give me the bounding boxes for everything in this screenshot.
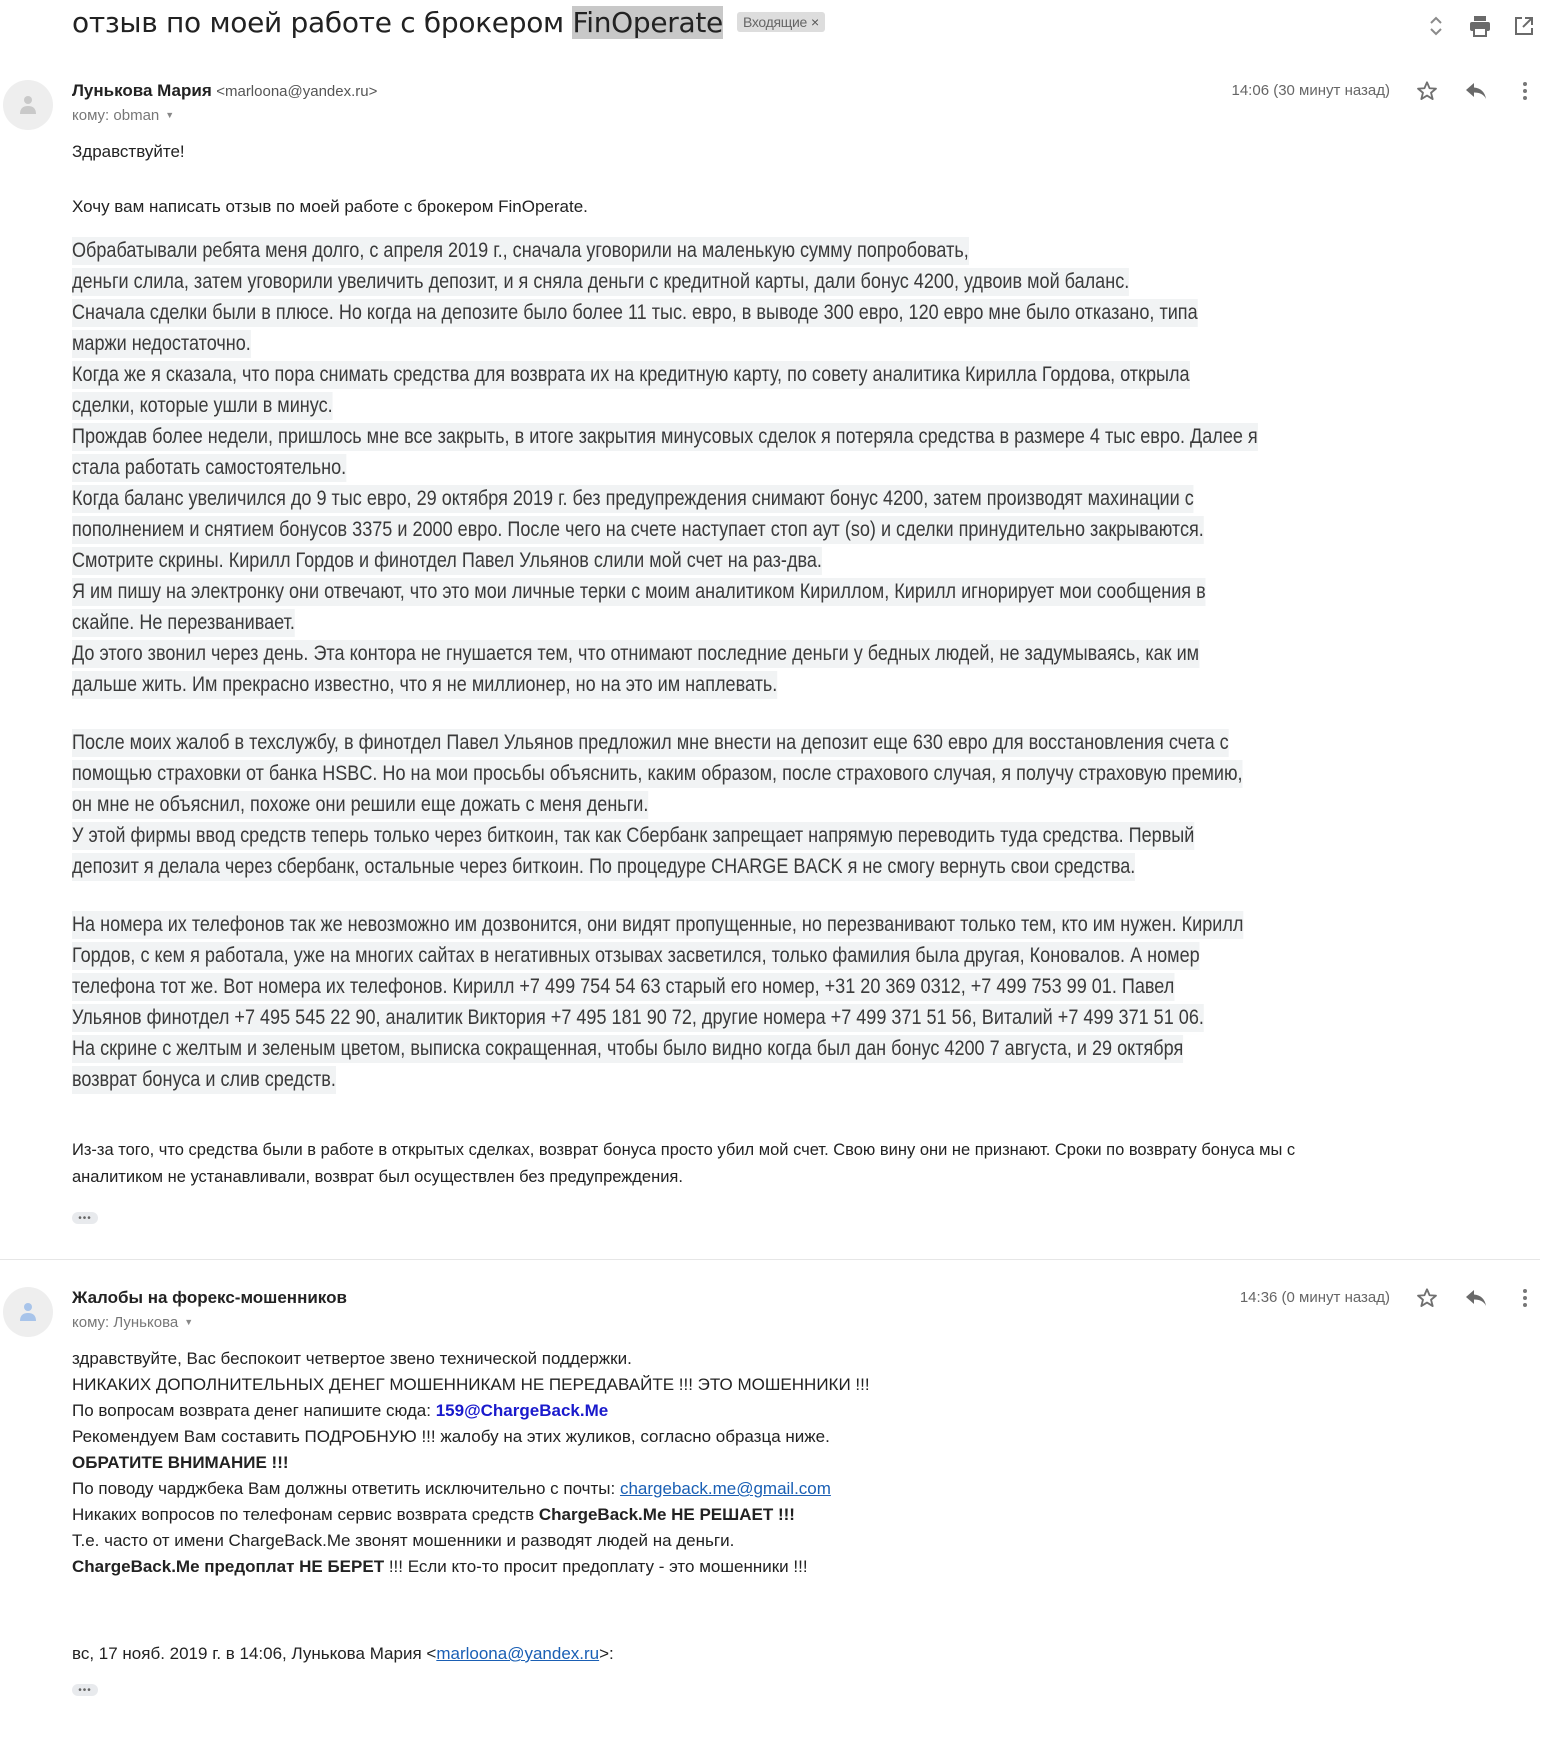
label-chip-text: Входящие <box>742 14 807 30</box>
recipients-dropdown[interactable] <box>72 107 174 124</box>
quoted-line: депозит я делала через сбербанк, остальные через биткоин. По процедуре CHARGE BACK я не смогу вернуть свои средства. <box>72 853 1135 881</box>
quoted-line: телефона тот же. Вот номера их телефонов. Кирилл +7 499 754 54 63 старый его номер, +31 20 369 0312, +7 499 753 99 01. Павел <box>72 973 1174 1001</box>
quoted-line: дальше жить. Им прекрасно известно, что я не миллионер, но на это им наплевать. <box>72 671 777 699</box>
sender-name: Лунькова Мария <box>72 81 212 100</box>
recipients-text: кому: obman <box>72 107 160 124</box>
quoted-line: сделки, которые ушли в минус. <box>72 392 333 420</box>
quoted-line: Когда баланс увеличился до 9 тыс евро, 29 октября 2019 г. без предупреждения снимают бонус 4200, затем производят махинации с <box>72 485 1194 513</box>
reply-line <box>72 1401 608 1421</box>
sender-line <box>72 81 377 101</box>
remove-label-icon[interactable]: × <box>810 14 819 30</box>
reply-line <box>72 1557 808 1577</box>
quoted-line: возврат бонуса и слив средств. <box>72 1066 336 1094</box>
caret-down-icon[interactable]: ▼ <box>184 1317 194 1327</box>
person-icon <box>18 94 38 116</box>
expand-collapse-icon[interactable] <box>1424 14 1448 38</box>
closing-line: Из-за того, что средства были в работе в открытых сделках, возврат бонуса просто убил мой счет. Свою вину они не признают. Сроки по возврату бонуса мы с <box>72 1141 1296 1159</box>
quote-header <box>72 1644 614 1664</box>
more-options-icon[interactable] <box>1512 78 1538 104</box>
quoted-line: Я им пишу на электронку они отвечают, что это мои личные терки с моим аналитиком Кириллом, Кирилл игнорирует мои сообщения в <box>72 578 1206 606</box>
quoted-line: На скрине с желтым и зеленым цветом, выписка сокращенная, чтобы было видно когда был дан бонус 4200 7 августа, и 29 октября <box>72 1035 1183 1063</box>
reply-text: !!! Если кто-то просит предоплату - это мошенники !!! <box>384 1557 808 1576</box>
more-options-icon[interactable] <box>1512 1285 1538 1311</box>
quoted-line: стала работать самостоятельно. <box>72 454 346 482</box>
reply-icon[interactable] <box>1463 78 1489 104</box>
quoted-line: маржи недостаточно. <box>72 330 251 358</box>
show-trimmed-content-button[interactable]: ••• <box>72 1212 98 1224</box>
reply-text: По поводу чарджбека Вам должны ответить исключительно с почты: <box>72 1479 620 1498</box>
message-divider <box>0 1259 1540 1260</box>
person-icon <box>18 1301 38 1323</box>
reply-line: здравствуйте, Вас беспокоит четвертое звено технической поддержки. <box>72 1349 632 1368</box>
label-chip-inbox[interactable] <box>737 12 825 32</box>
quoted-line: деньги слила, затем уговорили увеличить депозит, и я сняла деньги с кредитной карты, дали бонус 4200, удвоив мой баланс. <box>72 268 1129 296</box>
quoted-line: помощью страховки от банка HSBC. Но на мои просьбы объяснить, каким образом, после страхового случая, я получу страховую премию, <box>72 760 1243 788</box>
greeting: Здравствуйте! <box>72 142 185 161</box>
print-icon[interactable] <box>1468 14 1492 38</box>
quote-header-text: вс, 17 нояб. 2019 г. в 14:06, Лунькова Мария < <box>72 1644 437 1663</box>
quoted-line: Смотрите скрины. Кирилл Гордов и финотдел Павел Ульянов слили мой счет на раз-два. <box>72 547 822 575</box>
reply-text-bold: ChargeBack.Me предоплат НЕ БЕРЕТ <box>72 1557 385 1576</box>
recipients-text: кому: Лунькова <box>72 1314 179 1331</box>
intro-text: Хочу вам написать отзыв по моей работе с брокером FinOperate. <box>72 197 588 216</box>
reply-text: Никаких вопросов по телефонам сервис возврата средств <box>72 1505 539 1524</box>
quoted-line: Гордов, с кем я работала, уже на многих сайтах в негативных отзывах засветился, только фамилия была другая, Коновалов. А номер <box>72 942 1200 970</box>
subject-highlight: FinOperate <box>572 6 723 39</box>
chargeback-email-link[interactable]: 159@ChargeBack.Me <box>435 1401 609 1420</box>
quoted-line: Прождав более недели, пришлось мне все закрыть, в итоге закрытия минусовых сделок я потеряла средства в размере 4 тыс евро. Далее я <box>72 423 1258 451</box>
quoted-line: У этой фирмы ввод средств теперь только через биткоин, так как Сбербанк запрещает напрямую переводить туда средства. Первый <box>72 822 1194 850</box>
reply-line-bold: ОБРАТИТЕ ВНИМАНИЕ !!! <box>72 1453 289 1472</box>
quoted-line: Когда же я сказала, что пора снимать средства для возврата их на кредитную карту, по совету аналитика Кирилла Гордова, открыла <box>72 361 1190 389</box>
subject-text: отзыв по моей работе с брокером <box>72 6 573 39</box>
quote-header-text: >: <box>599 1644 614 1663</box>
sender-name: Жалобы на форекс-мошенников <box>72 1288 347 1307</box>
sender-email: <marloona@yandex.ru> <box>216 83 378 100</box>
avatar <box>3 80 53 130</box>
quoted-line: скайпе. Не перезванивает. <box>72 609 295 637</box>
caret-down-icon[interactable]: ▼ <box>165 110 175 120</box>
reply-text: По вопросам возврата денег напишите сюда: <box>72 1401 436 1420</box>
reply-icon[interactable] <box>1463 1285 1489 1311</box>
closing-line: аналитиком не устанавливали, возврат был осуществлен без предупреждения. <box>72 1168 683 1186</box>
quoted-line: пополнением и снятием бонусов 3375 и 2000 евро. После чего на счете наступает стоп аут (so) и сделки принудительно закрываются. <box>72 516 1204 544</box>
recipients-dropdown[interactable] <box>72 1314 193 1331</box>
reply-line: НИКАКИХ ДОПОЛНИТЕЛЬНЫХ ДЕНЕГ МОШЕННИКАМ НЕ ПЕРЕДАВАЙТЕ !!! ЭТО МОШЕННИКИ !!! <box>72 1375 870 1394</box>
gmail-link[interactable]: chargeback.me@gmail.com <box>619 1479 831 1498</box>
quoted-line: До этого звонил через день. Эта контора не гнушается тем, что отнимают последние деньги у бедных людей, не задумываясь, как им <box>72 640 1199 668</box>
open-in-new-window-icon[interactable] <box>1512 14 1536 38</box>
star-icon[interactable] <box>1414 1285 1440 1311</box>
quoted-line: Обрабатывали ребята меня долго, с апреля 2019 г., сначала уговорили на маленькую сумму попробовать, <box>72 237 969 265</box>
message-time: 14:06 (30 минут назад) <box>1231 82 1390 99</box>
show-trimmed-content-button[interactable]: ••• <box>72 1684 98 1696</box>
star-icon[interactable] <box>1414 78 1440 104</box>
reply-text-bold: ChargeBack.Me НЕ РЕШАЕТ <box>538 1505 774 1524</box>
quoted-email-link[interactable]: marloona@yandex.ru <box>436 1644 600 1663</box>
message-time: 14:36 (0 минут назад) <box>1239 1289 1390 1306</box>
reply-line <box>72 1505 795 1525</box>
quoted-line: После моих жалоб в техслужбу, в финотдел Павел Ульянов предложил мне внести на депозит еще 630 евро для восстановления счета с <box>72 729 1229 757</box>
reply-line: Т.е. часто от имени ChargeBack.Me звонят мошенники и разводят людей на деньги. <box>72 1531 735 1550</box>
quoted-line: он мне не объяснил, похоже они решили еще дожать с меня деньги. <box>72 791 648 819</box>
thread-subject <box>72 6 825 39</box>
avatar <box>3 1287 53 1337</box>
quoted-line: На номера их телефонов так же невозможно им дозвонится, они видят пропущенные, но перезванивают только тем, кто им нужен. Кирилл <box>72 911 1243 939</box>
reply-line <box>72 1479 831 1499</box>
reply-line: Рекомендуем Вам составить ПОДРОБНУЮ !!! жалобу на этих жуликов, согласно образца ниже. <box>72 1427 830 1446</box>
quoted-line: Ульянов финотдел +7 495 545 22 90, аналитик Виктория +7 495 181 90 72, другие номера +7 499 371 51 56, Виталий +7 499 371 51 06. <box>72 1004 1204 1032</box>
quoted-line: Сначала сделки были в плюсе. Но когда на депозите было более 11 тыс. евро, в выводе 300 евро, 120 евро мне было отказано, типа <box>72 299 1198 327</box>
reply-text: !!! <box>773 1505 795 1524</box>
